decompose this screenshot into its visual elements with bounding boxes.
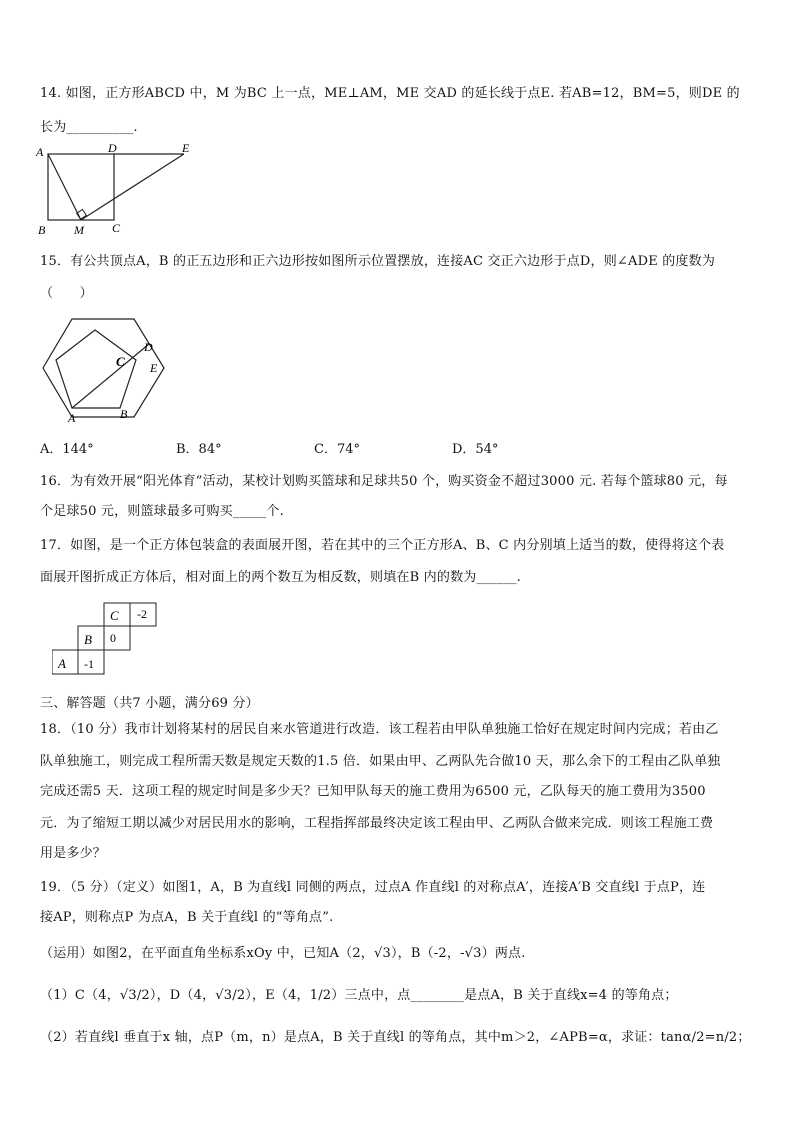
label-e: E <box>150 361 158 375</box>
label-b: B <box>120 407 128 421</box>
q18-line3: 完成还需5 天．这项工程的规定时间是多少天？已知甲队每天的施工费用为6500 元，乙队每天的施工费用为3500 <box>40 784 706 799</box>
segment-ac <box>72 344 149 408</box>
q16-line2: 个足球50 元，则篮球最多可购买_____个. <box>40 504 284 519</box>
q15-figure <box>40 316 180 426</box>
q15-line2: （ ） <box>40 286 93 301</box>
option-a: A．144° <box>40 442 94 457</box>
q15-line1: 15．有公共顶点A，B 的正五边形和正六边形按如图所示位置摆放，连接AC 交正六边形于点D，则∠ADE 的度数为 <box>40 254 716 269</box>
cell-a: A <box>58 656 66 671</box>
option-c: C．74° <box>314 442 360 457</box>
label-a: A <box>36 145 44 159</box>
q14-line2: 长为__________. <box>40 120 138 135</box>
cell-b: B <box>84 632 92 647</box>
q16-line1: 16．为有效开展“阳光体育”活动，某校计划购买篮球和足球共50 个，购买资金不超过3000 元. 若每个篮球80 元，每 <box>40 474 728 489</box>
q19-line3: （运用）如图2，在平面直角坐标系xOy 中，已知A（2，√3），B（-2，-√3）两点. <box>40 946 526 961</box>
q17-line1: 17．如图，是一个正方体包装盒的表面展开图，若在其中的三个正方形A、B、C 内分别填上适当的数，使得将这个表 <box>40 538 725 553</box>
segment-am <box>48 154 81 220</box>
hexagon <box>43 319 164 417</box>
label-a: A <box>68 411 76 425</box>
label-b: B <box>38 223 46 237</box>
q14-line1: 14. 如图，正方形ABCD 中，M 为BC 上一点，ME⊥AM，ME 交AD 的延长线于点E. 若AB=12，BM=5，则DE 的 <box>40 86 740 101</box>
q18-line1: 18．（10 分）我市计划将某村的居民自来水管道进行改造．该工程若由甲队单独施工恰好在规定时间内完成；若由乙 <box>40 722 719 737</box>
label-d: D <box>144 340 153 354</box>
segment-me <box>81 154 184 220</box>
label-m: M <box>74 223 84 237</box>
label-c: C <box>112 221 121 235</box>
section-heading: 三、解答题（共7 小题，满分69 分） <box>40 696 259 711</box>
q14-figure <box>34 142 204 238</box>
cell-neg1: -1 <box>84 657 94 671</box>
q18-line2: 队单独施工，则完成工程所需天数是规定天数的1.5 倍．如果由甲、乙两队先合做10 天，那么余下的工程由乙队单独 <box>40 754 721 769</box>
q18-line4: 元．为了缩短工期以减少对居民用水的影响，工程指挥部最终决定该工程由甲、乙两队合做来完成．则该工程施工费 <box>40 816 714 831</box>
cell-neg2: -2 <box>137 607 147 621</box>
label-c: C <box>116 354 125 369</box>
q17-figure <box>52 602 162 676</box>
option-b: B．84° <box>176 442 222 457</box>
option-d: D．54° <box>452 442 499 457</box>
q18-line5: 用是多少？ <box>40 846 107 861</box>
label-d: D <box>108 142 117 155</box>
pentagon <box>56 330 136 408</box>
cell-c: C <box>110 608 119 623</box>
q19-line4: （1）C（4，√3/2），D（4，√3/2），E（4，1/2）三点中，点________是点A，B 关于直线x=4 的等角点； <box>40 988 678 1003</box>
q17-line2: 面展开图折成正方体后，相对面上的两个数互为相反数，则填在B 内的数为______. <box>40 570 522 585</box>
cell-zero: 0 <box>110 631 116 645</box>
q19-line2: 接AP，则称点P 为点A，B 关于直线l 的“等角点”. <box>40 910 334 925</box>
label-e: E <box>182 142 190 155</box>
q19-line5: （2）若直线l 垂直于x 轴，点P（m，n）是点A，B 关于直线l 的等角点，其中m＞2，∠APB=α，求证：tanα/2=n/2； <box>40 1030 751 1045</box>
q19-line1: 19．（5 分）（定义）如图1，A，B 为直线l 同侧的两点，过点A 作直线l 的对称点A′，连接A′B 交直线l 于点P，连 <box>40 880 706 895</box>
